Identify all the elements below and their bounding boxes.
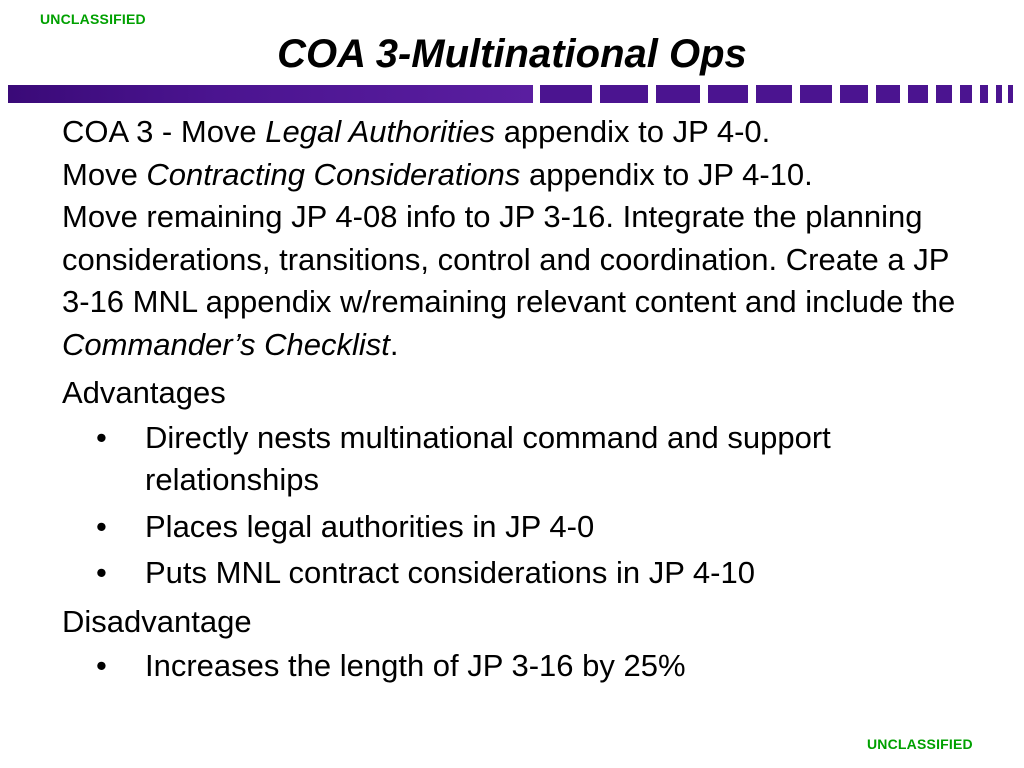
period: .: [389, 326, 399, 362]
coa-rest-text: Move remaining JP 4-08 info to JP 3-16. Integrate the planning considerations, transitions, control and coordination. Create a JP 3-16 MNL appendix w/remaining relevant content and include the: [62, 199, 956, 319]
slide-title: COA 3-Multinational Ops: [277, 32, 747, 76]
disadvantage-heading: Disadvantage: [62, 603, 252, 639]
title-bar-segment: [600, 85, 648, 103]
list-item: [62, 506, 982, 549]
advantage-text: Directly nests multinational command and support relationships: [145, 419, 831, 497]
move-prefix: Move: [62, 156, 147, 192]
title-bar-segment: [800, 85, 832, 103]
bullet-icon: •: [96, 419, 107, 455]
bullet-icon: •: [96, 648, 107, 683]
bullet-icon: •: [96, 555, 107, 590]
list-item: [62, 552, 982, 595]
title-bar-segment: [540, 85, 592, 103]
title-bar-segment: [1008, 85, 1013, 103]
legal-authorities-term: Legal Authorities: [265, 114, 496, 149]
classification-banner-top: UNCLASSIFIED: [40, 11, 146, 27]
slide-body: [62, 111, 982, 688]
line1-suffix: appendix to JP 4-0.: [495, 114, 771, 149]
classification-banner-bottom: UNCLASSIFIED: [867, 736, 973, 752]
advantage-text: Puts MNL contract considerations in JP 4-10: [145, 555, 755, 590]
coa-prefix: COA 3 - Move: [62, 114, 266, 149]
contracting-considerations-term: Contracting Considerations: [146, 156, 521, 192]
advantages-heading: Advantages: [62, 375, 226, 410]
title-bar-segment: [980, 85, 988, 103]
title-bar-segment: [708, 85, 748, 103]
title-bar-segment: [656, 85, 700, 103]
commanders-checklist-term: Commander’s Checklist: [62, 326, 390, 362]
title-bar-segment: [996, 85, 1002, 103]
list-item: [62, 417, 982, 502]
title-bar-segment: [876, 85, 900, 103]
title-bar-segment: [756, 85, 792, 103]
bullet-icon: •: [96, 508, 107, 544]
line2-suffix: appendix to JP 4-10.: [520, 156, 813, 192]
title-bar-segment: [840, 85, 868, 103]
title-underline-bar: [8, 85, 1020, 103]
title-bar-solid: [8, 85, 533, 103]
advantage-text: Places legal authorities in JP 4-0: [145, 508, 595, 544]
title-bar-segment: [936, 85, 952, 103]
disadvantage-text: Increases the length of JP 3-16 by 25%: [145, 648, 686, 683]
title-bar-segment: [908, 85, 928, 103]
list-item: [62, 645, 982, 688]
coa-description: [62, 111, 982, 366]
title-bar-segment: [960, 85, 972, 103]
